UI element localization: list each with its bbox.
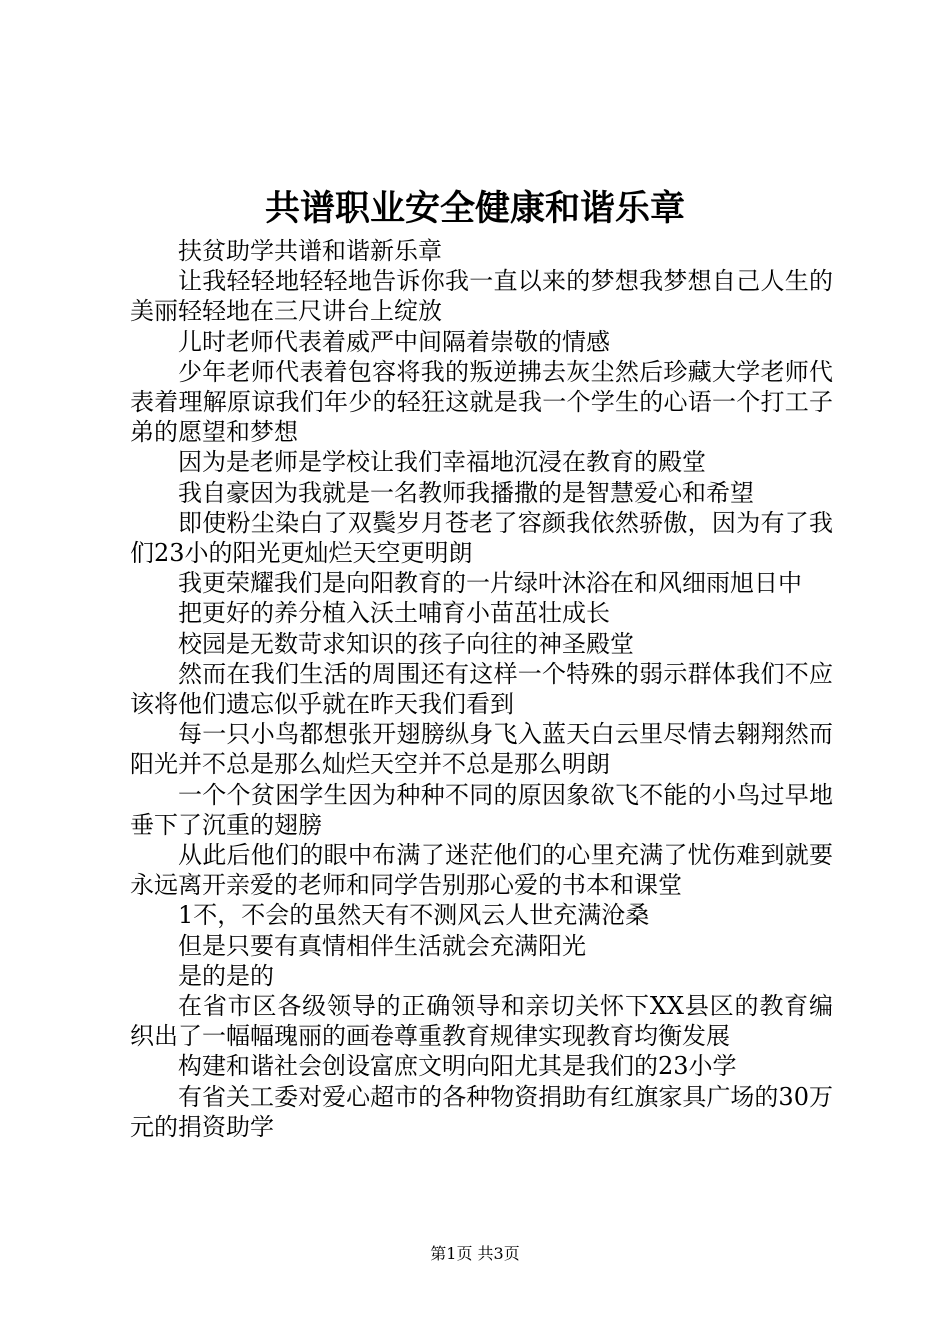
paragraph: 少年老师代表着包容将我的叛逆拂去灰尘然后珍藏大学老师代表着理解原谅我们年少的轻狂这就是我一个学生的心语一个打工子弟的愿望和梦想 xyxy=(130,357,833,447)
paragraph: 是的是的 xyxy=(178,961,274,990)
paragraph: 构建和谐社会创设富庶文明向阳尤其是我们的23小学 xyxy=(178,1052,737,1081)
paragraph: 一个个贫困学生因为种种不同的原因象欲飞不能的小鸟过早地垂下了沉重的翅膀 xyxy=(130,780,833,839)
paragraph: 即使粉尘染白了双鬓岁月苍老了容颜我依然骄傲，因为有了我们23小的阳光更灿烂天空更明朗 xyxy=(130,508,833,568)
paragraph: 每一只小鸟都想张开翅膀纵身飞入蓝天白云里尽情去翱翔然而阳光并不总是那么灿烂天空并不总是那么明朗 xyxy=(130,720,833,779)
paragraph: 有省关工委对爱心超市的各种物资捐助有红旗家具广场的30万元的捐资助学 xyxy=(130,1082,833,1141)
paragraph: 但是只要有真情相伴生活就会充满阳光 xyxy=(178,931,586,960)
paragraph: 在省市区各级领导的正确领导和亲切关怀下XX县区的教育编织出了一幅幅瑰丽的画卷尊重教育规律实现教育均衡发展 xyxy=(130,992,833,1051)
paragraph: 儿时老师代表着威严中间隔着崇敬的情感 xyxy=(178,327,610,356)
paragraph: 因为是老师是学校让我们幸福地沉浸在教育的殿堂 xyxy=(178,448,706,477)
paragraph: 我更荣耀我们是向阳教育的一片绿叶沐浴在和风细雨旭日中 xyxy=(178,569,802,598)
paragraph: 把更好的养分植入沃土哺育小苗茁壮成长 xyxy=(178,599,610,628)
page-footer: 第1页 共3页 xyxy=(430,1244,520,1263)
paragraph: 我自豪因为我就是一名教师我播撒的是智慧爱心和希望 xyxy=(178,478,754,507)
paragraph: 从此后他们的眼中布满了迷茫他们的心里充满了忧伤难到就要永远离开亲爱的老师和同学告别那心爱的书本和课堂 xyxy=(130,841,833,900)
paragraph: 扶贫助学共谱和谐新乐章 xyxy=(178,237,442,265)
document-title: 共谱职业安全健康和谐乐章 xyxy=(264,188,685,229)
paragraph: 校园是无数苛求知识的孩子向往的神圣殿堂 xyxy=(178,629,634,658)
paragraph: 让我轻轻地轻轻地告诉你我一直以来的梦想我梦想自己人生的美丽轻轻地在三尺讲台上绽放 xyxy=(130,267,833,326)
paragraph: 1不，不会的虽然天有不测风云人世充满沧桑 xyxy=(178,901,650,930)
paragraph: 然而在我们生活的周围还有这样一个特殊的弱示群体我们不应该将他们遗忘似乎就在昨天我们看到 xyxy=(130,659,833,719)
document-body xyxy=(130,236,833,1142)
